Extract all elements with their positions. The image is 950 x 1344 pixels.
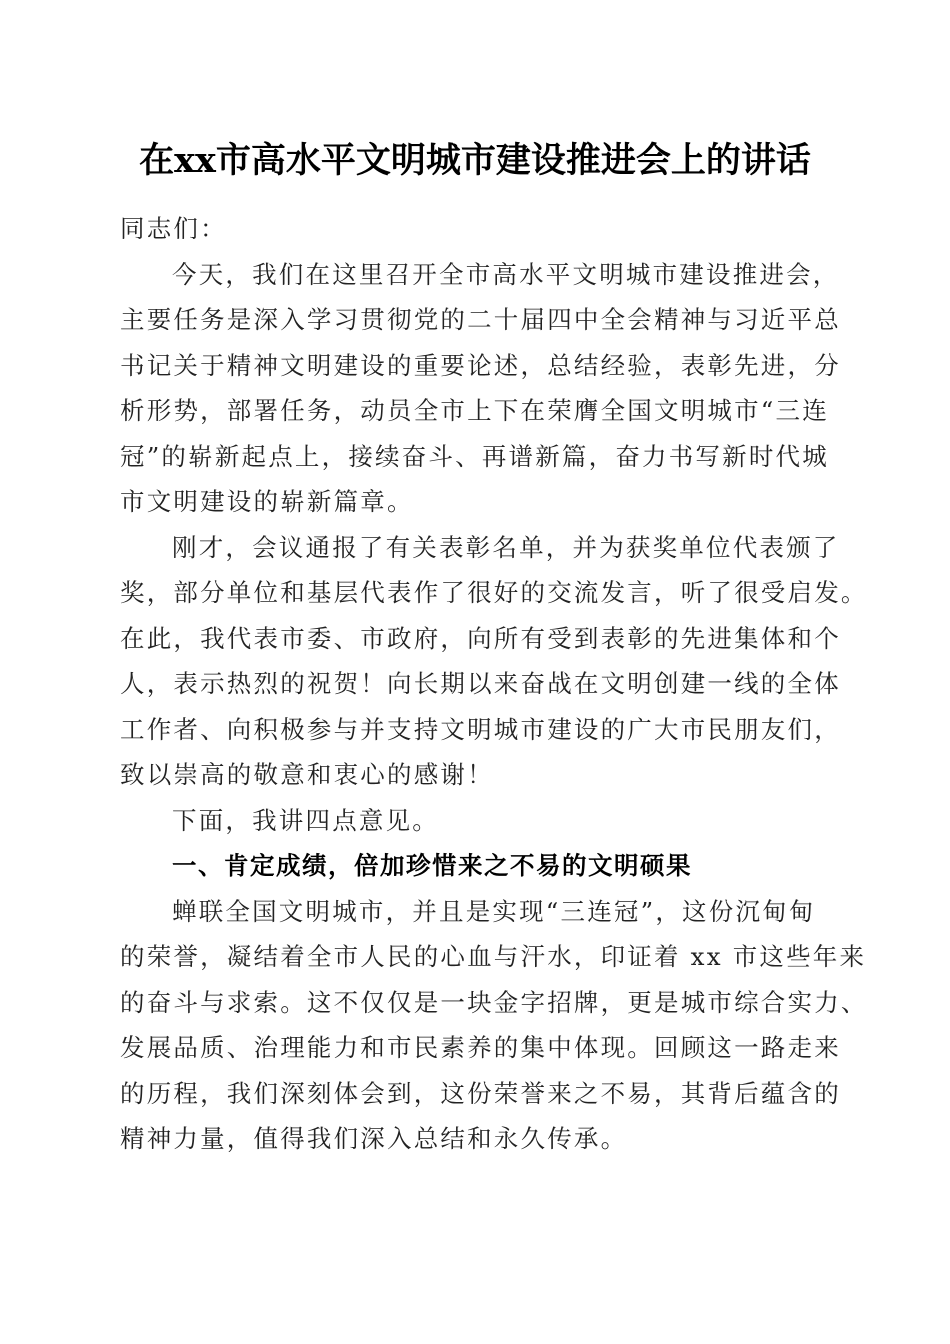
- paragraph-line: 精神力量，值得我们深入总结和永久传承。: [120, 1124, 628, 1153]
- paragraph-line: 奖，部分单位和基层代表作了很好的交流发言，听了很受启发。: [120, 578, 868, 607]
- paragraph-line: 的奋斗与求索。这不仅仅是一块金字招牌，更是城市综合实力、: [120, 987, 868, 1017]
- paragraph-transition: [120, 798, 830, 844]
- document-title: 在xx市高水平文明城市建设推进会上的讲话: [139, 140, 811, 181]
- section-heading-1: [120, 843, 830, 889]
- paragraph-line: 书记关于精神文明建设的重要论述，总结经验，表彰先进，分: [120, 350, 841, 380]
- paragraph-line: 在此，我代表市委、市政府，向所有受到表彰的先进集体和个: [120, 623, 841, 653]
- paragraph-line: 蝉联全国文明城市，并且是实现“三连冠”，这份沉甸甸: [172, 896, 816, 926]
- paragraph-opening: [120, 252, 841, 525]
- paragraph-line: 发展品质、治理能力和市民素养的集中体现。回顾这一路走来: [120, 1033, 841, 1062]
- paragraph-line: 致以崇高的敬意和衷心的感谢！: [120, 760, 494, 789]
- paragraph-line: 市文明建设的崭新篇章。: [120, 487, 414, 516]
- document-body: [120, 206, 868, 1162]
- paragraph-thanks: [120, 525, 868, 798]
- salutation: 同志们：: [120, 214, 227, 243]
- paragraph-line: 主要任务是深入学习贯彻党的二十届四中全会精神与习近平总: [120, 305, 841, 334]
- paragraph-line: 析形势，部署任务，动员全市上下在荣膺全国文明城市“三连: [120, 396, 829, 425]
- paragraph-line: 的荣誉，凝结着全市人民的心血与汗水，印证着 xx 市这些年来: [120, 942, 867, 971]
- paragraph-line: 的历程，我们深刻体会到，这份荣誉来之不易，其背后蕴含的: [120, 1078, 841, 1108]
- section-heading: 一、肯定成绩，倍加珍惜来之不易的文明硕果: [172, 851, 692, 880]
- paragraph-line: 工作者、向积极参与并支持文明城市建设的广大市民朋友们，: [120, 714, 841, 744]
- paragraph-line: 刚才，会议通报了有关表彰名单，并为获奖单位代表颁了: [172, 532, 840, 562]
- paragraph-line: 冠”的崭新起点上，接续奋斗、再谱新篇，奋力书写新时代城: [120, 441, 829, 471]
- paragraph-line: 下面，我讲四点意见。: [172, 805, 439, 835]
- paragraph-line: 人，表示热烈的祝贺！向长期以来奋战在文明创建一线的全体: [120, 669, 841, 698]
- paragraph-line: 今天，我们在这里召开全市高水平文明城市建设推进会，: [172, 259, 840, 289]
- paragraph-achievements: [120, 889, 868, 1162]
